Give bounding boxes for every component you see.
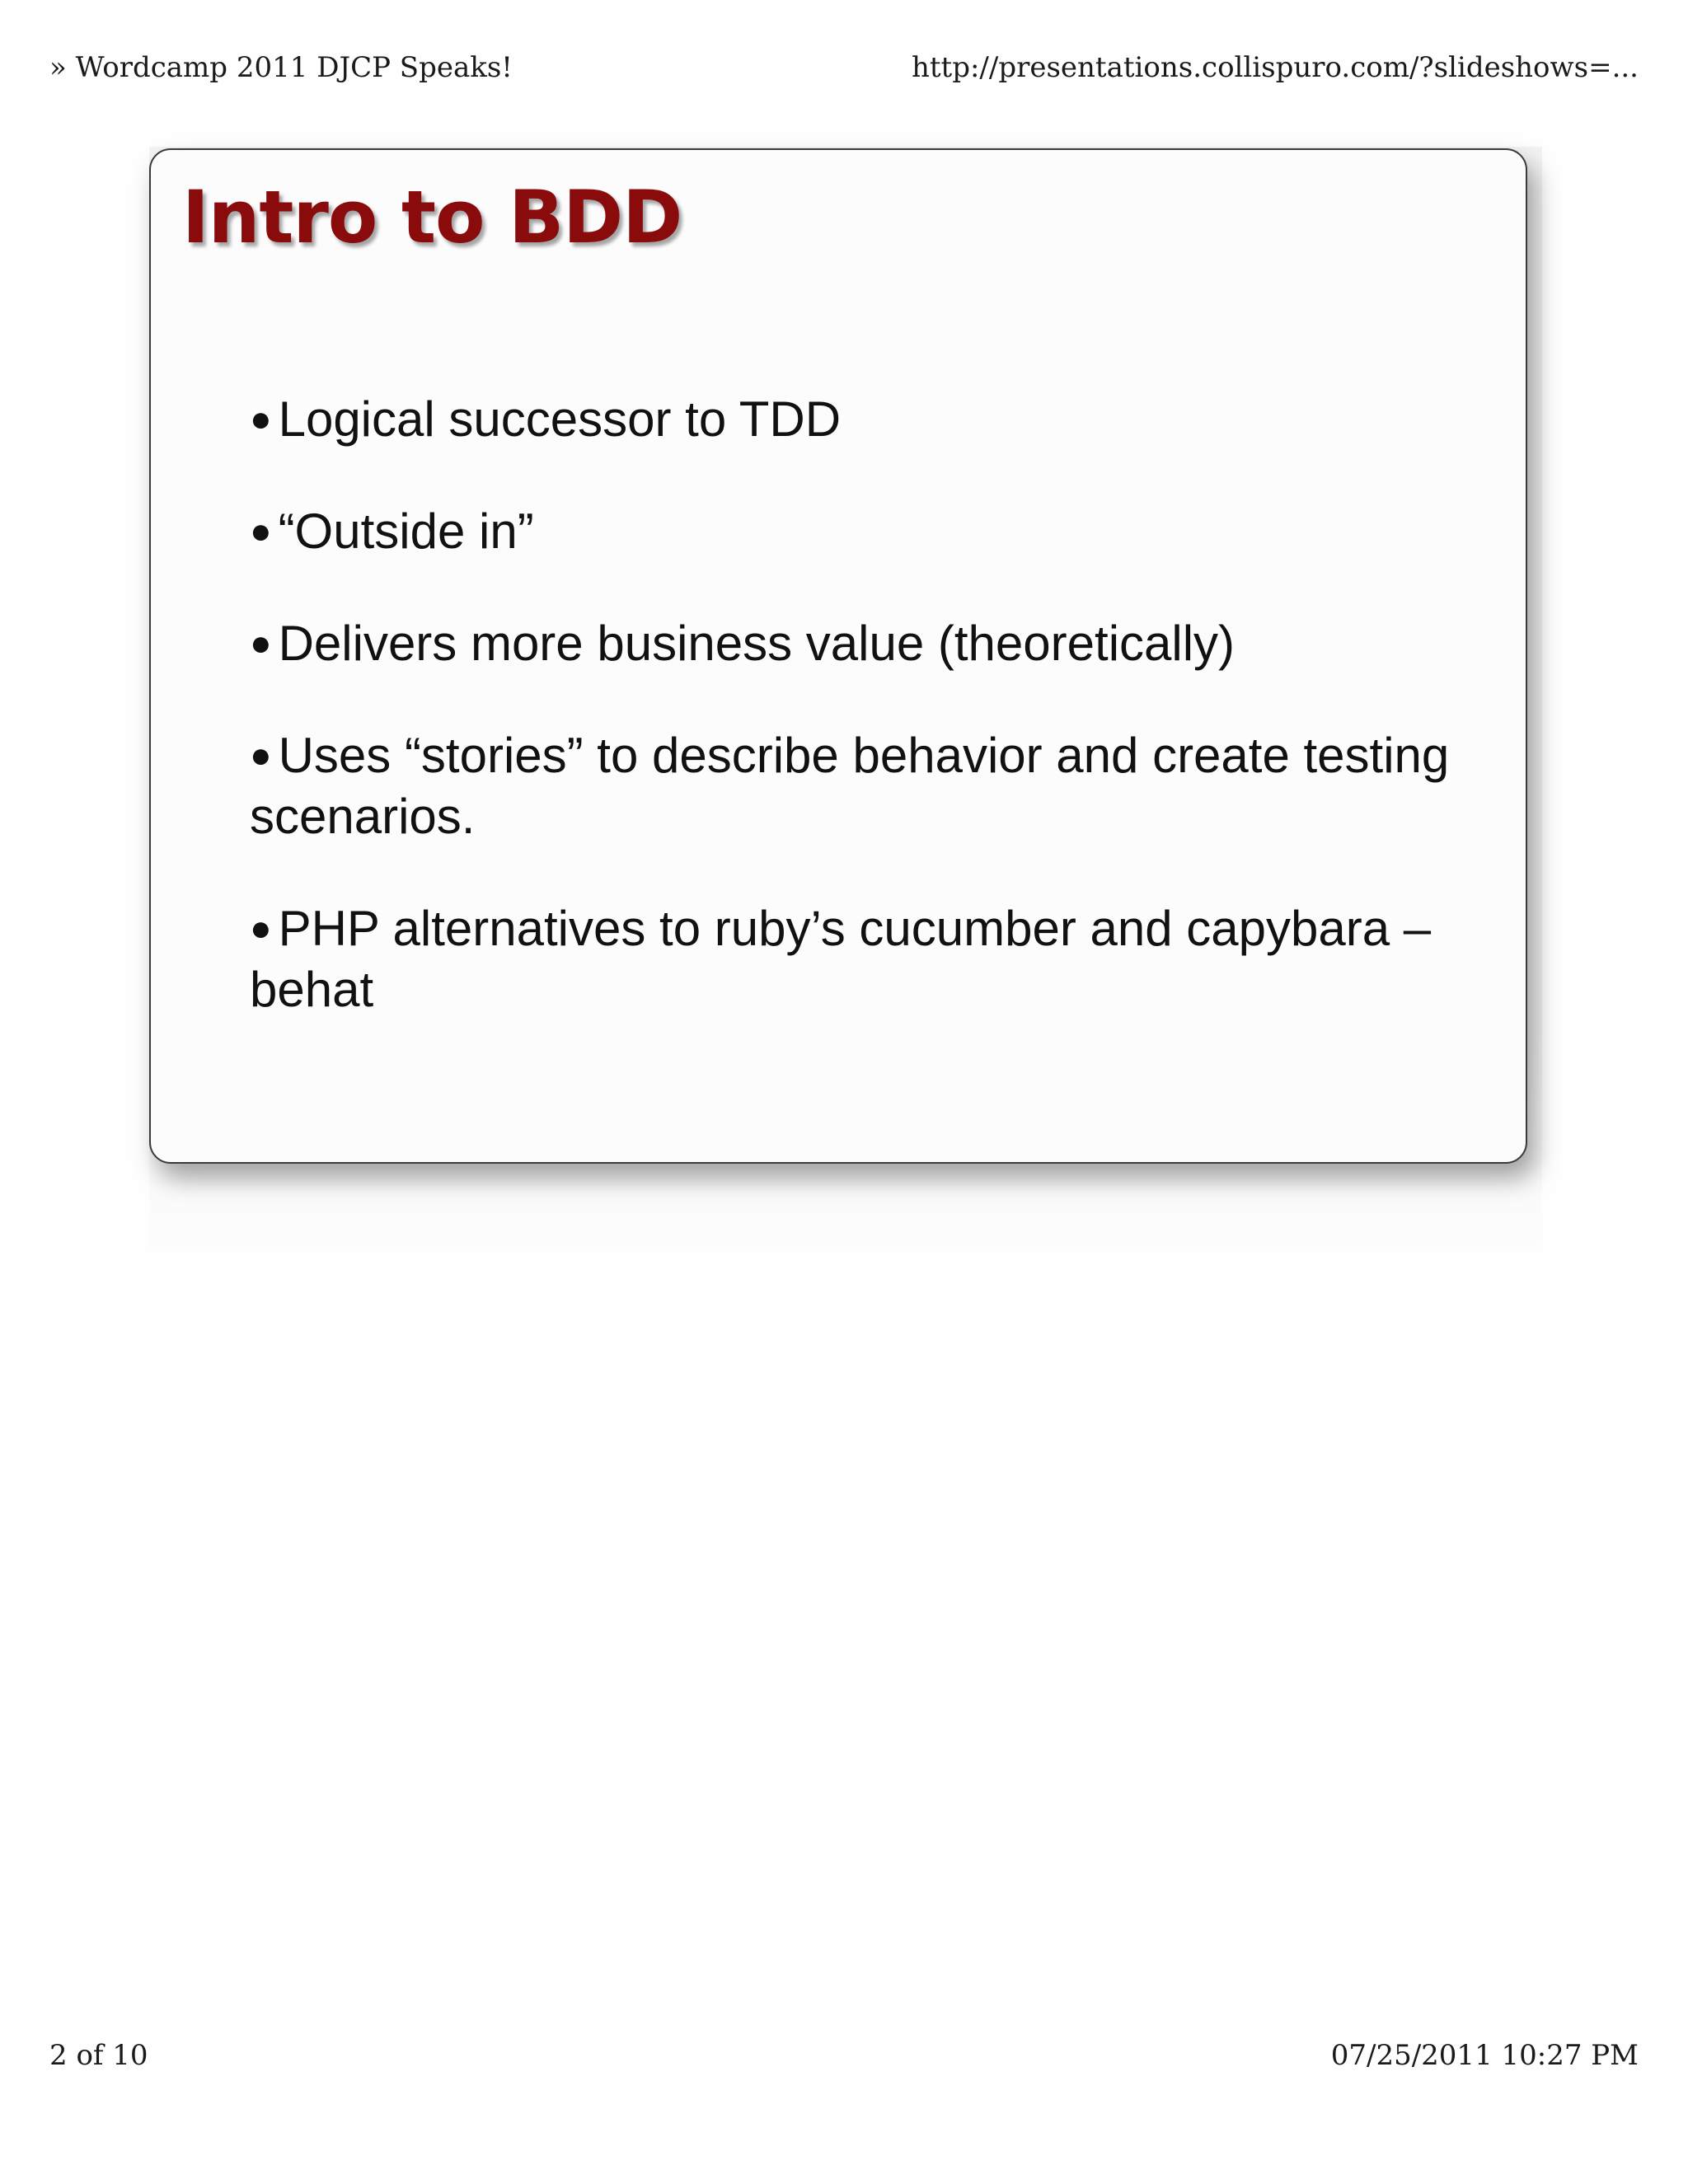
bullet-item	[250, 389, 1486, 450]
print-footer	[49, 2039, 1639, 2072]
bullet-item	[250, 501, 1486, 562]
bullet-text: Logical successor to TDD	[278, 391, 842, 447]
slide-container	[149, 147, 1542, 1251]
bullet-dot-icon: ●	[250, 735, 272, 776]
slide-title: Intro to BDD	[182, 175, 682, 260]
bullet-dot-icon: ●	[250, 511, 272, 551]
bullet-dot-icon: ●	[250, 399, 272, 439]
bullet-text: Delivers more business value (theoretically)	[278, 616, 1236, 671]
bullet-item	[250, 613, 1486, 674]
print-timestamp: 07/25/2011 10:27 PM	[1330, 2039, 1639, 2072]
bullet-list	[250, 389, 1486, 1071]
slide	[149, 148, 1527, 1164]
header-page-title: » Wordcamp 2011 DJCP Speaks!	[49, 51, 513, 84]
header-url: http://presentations.collispuro.com/?slideshows=...	[911, 51, 1639, 84]
bullet-dot-icon: ●	[250, 623, 272, 663]
page-counter: 2 of 10	[49, 2039, 148, 2072]
bullet-item	[250, 898, 1486, 1020]
print-header	[49, 51, 1639, 84]
bullet-dot-icon: ●	[250, 908, 272, 949]
bullet-text: PHP alternatives to ruby’s cucumber and capybara – behat	[250, 901, 1432, 1017]
bullet-text: Uses “stories” to describe behavior and create testing scenarios.	[250, 728, 1450, 844]
bullet-text: “Outside in”	[278, 504, 534, 559]
bullet-item	[250, 725, 1486, 847]
